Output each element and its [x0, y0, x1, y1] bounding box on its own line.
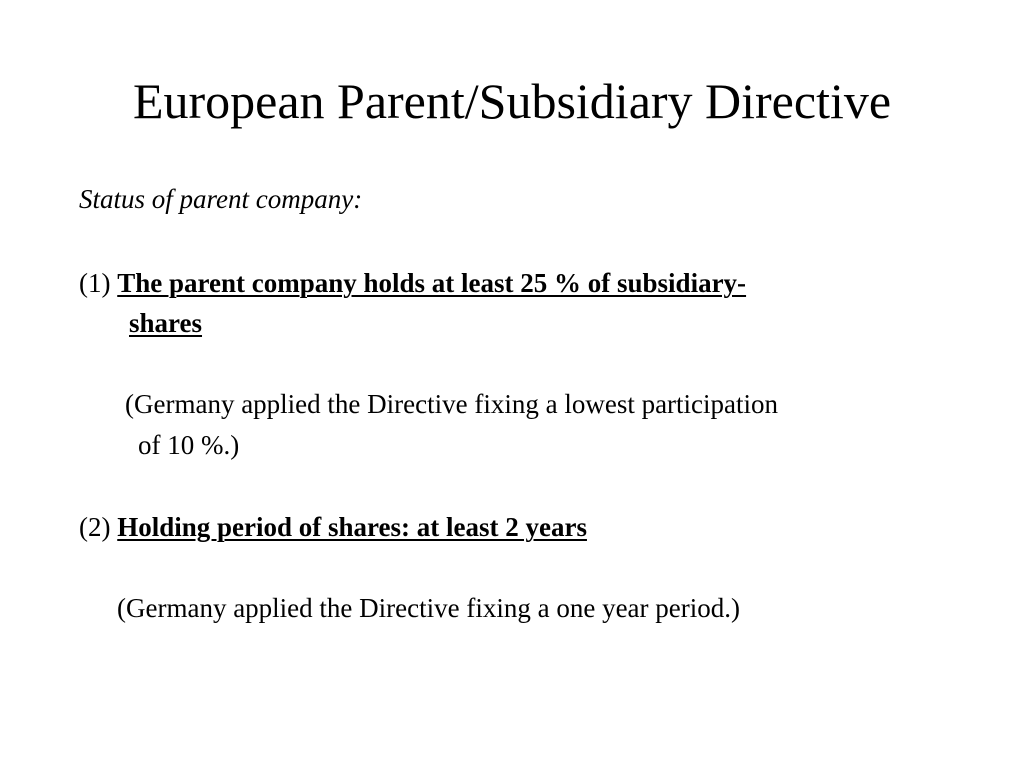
- list-item-1: [79, 266, 746, 300]
- list-item-1-text-continued: shares: [129, 308, 203, 338]
- list-item-2: [79, 510, 587, 544]
- list-item-1-number: (1): [79, 268, 111, 298]
- slide-title: European Parent/Subsidiary Directive: [132, 73, 892, 129]
- list-item-2-text: Holding period of shares: at least 2 years: [117, 512, 587, 542]
- list-item-1-note-continued: of 10 %.): [138, 430, 240, 460]
- list-item-1-note: (Germany applied the Directive fixing a lowest participation: [125, 389, 779, 419]
- list-item-2-note: (Germany applied the Directive fixing a one year period.): [117, 593, 740, 623]
- list-item-2-number: (2): [79, 512, 111, 542]
- list-item-1-text: The parent company holds at least 25 % of subsidiary-: [117, 268, 747, 298]
- list-item-1-continuation: [129, 306, 202, 340]
- status-heading: Status of parent company:: [79, 184, 363, 214]
